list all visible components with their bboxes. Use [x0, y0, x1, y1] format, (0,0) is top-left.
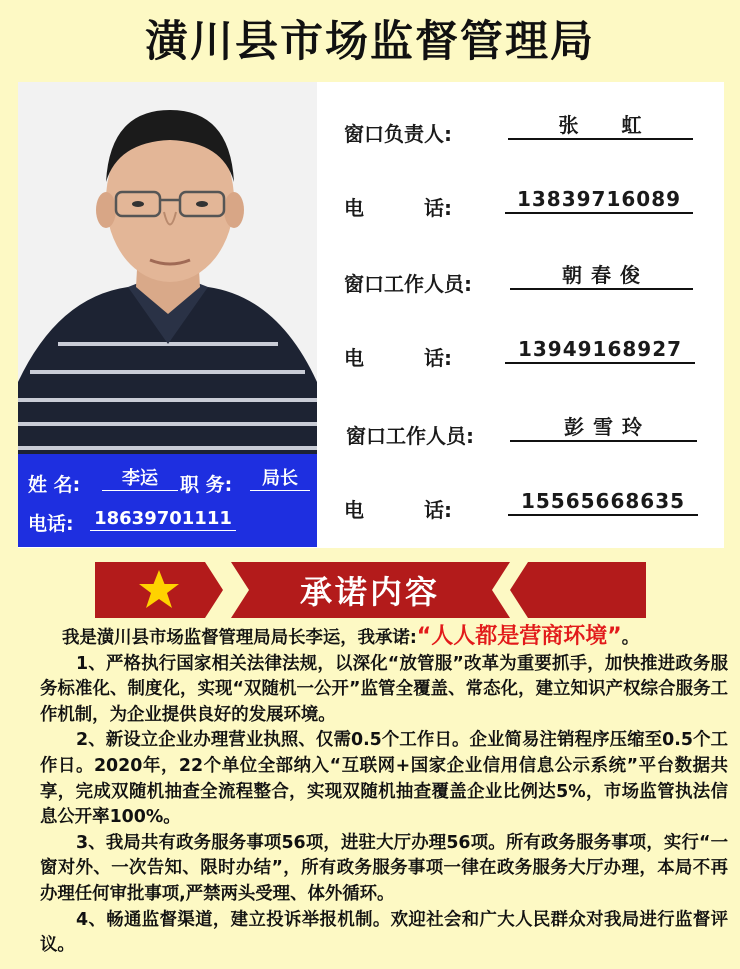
- contact-value-5: 彭 雪 玲: [510, 414, 697, 442]
- contact-value-1: 张 虹: [508, 112, 693, 140]
- promise-slogan: “人人都是营商环境”: [416, 624, 622, 649]
- leader-position: 局长: [250, 468, 310, 491]
- promise-text: [40, 624, 728, 959]
- portrait-photo: [18, 82, 317, 454]
- promise-item-3: 3、我局共有政务服务事项56项，进驻大厅办理56项。所有政务服务事项，实行“一窗对外、一次告知、限时办结”，所有政务服务事项一律在政务服务大厅办理，本局不再办理任何审批事项,严禁两头受理、体外循环。: [40, 832, 728, 904]
- promise-item-1: 1、严格执行国家相关法律法规，以深化“放管服”改革为重要抓手，加快推进政务服务标准化、制度化，实现“双随机一公开”监管全覆盖、常态化，建立知识产权综合服务工作机制，为企业提供良好的发展环境。: [40, 653, 728, 725]
- contact-value-4: 13949168927: [505, 336, 695, 364]
- contact-label-1: 窗口负责人:: [344, 122, 452, 146]
- leader-phone-label: 电话:: [28, 513, 74, 535]
- promise-intro: 我是潢川县市场监督管理局局长李运，我承诺:“人人都是营商环境”。: [62, 624, 640, 649]
- page-title: 潢川县市场监督管理局: [145, 17, 595, 67]
- promise-banner-title: 承诺内容: [299, 573, 440, 611]
- leader-phone: 18639701111: [90, 508, 236, 531]
- contact-label-2: 电 话:: [344, 196, 452, 220]
- promise-item-4: 4、畅通监督渠道，建立投诉举报机制。欢迎社会和广大人民群众对我局进行监督评议。: [40, 909, 728, 956]
- contact-value-3: 朝 春 俊: [510, 262, 693, 290]
- promise-banner: [95, 562, 646, 618]
- contact-label-5: 窗口工作人员:: [346, 424, 474, 448]
- contact-label-3: 窗口工作人员:: [344, 272, 472, 296]
- contact-label-6: 电 话:: [344, 498, 452, 522]
- leader-card: [18, 454, 317, 547]
- leader-name: 李运: [102, 468, 178, 491]
- leader-name-label: 姓 名:: [28, 474, 81, 496]
- leader-position-label: 职 务:: [180, 474, 233, 496]
- promise-item-2: 2、新设立企业办理营业执照、仅需0.5个工作日。企业简易注销程序压缩至0.5个工作日。2020年，22个单位全部纳入“互联网+国家企业信用信息公示系统”平台数据共享，完成双随机抽查全流程整合，实现双随机抽查覆盖企业比例达5%，市场监管执法信息公开率100%。: [40, 730, 728, 828]
- contact-value-2: 13839716089: [505, 186, 693, 214]
- contact-value-6: 15565668635: [508, 488, 698, 516]
- contact-label-4: 电 话:: [344, 346, 452, 370]
